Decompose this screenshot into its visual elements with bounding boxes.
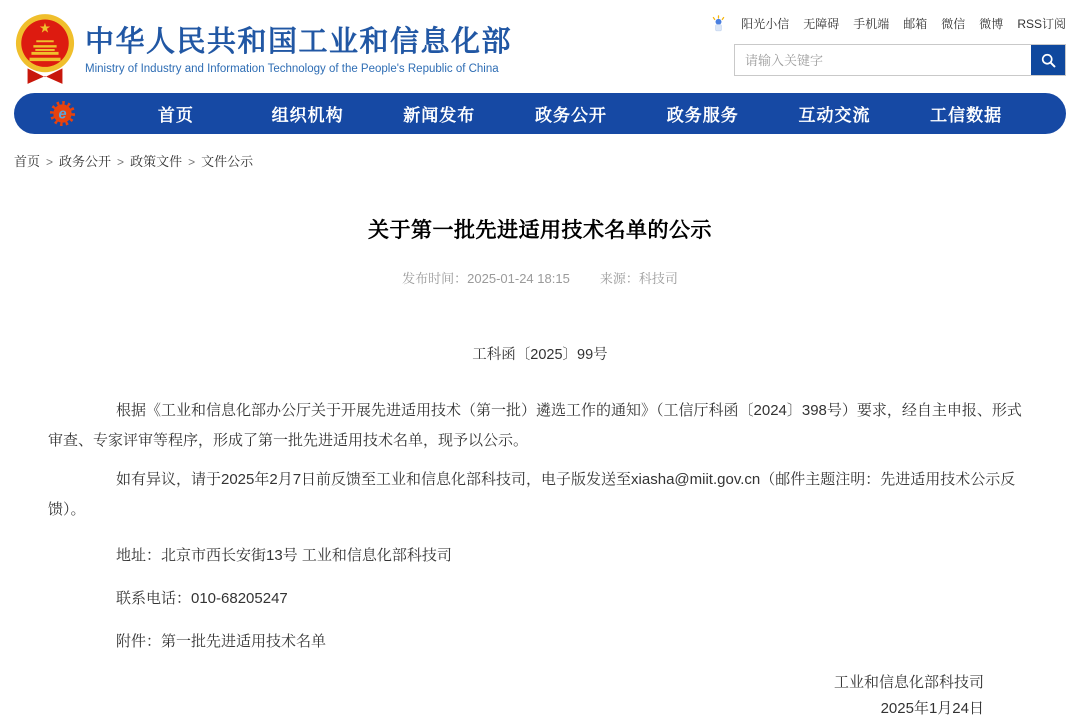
top-link-rss[interactable]: RSS订阅 (1017, 17, 1066, 31)
breadcrumb (14, 151, 1066, 170)
top-link-mobile[interactable]: 手机端 (853, 17, 890, 31)
main-nav (14, 93, 1066, 134)
brand-text (85, 23, 512, 75)
svg-text:e: e (57, 106, 67, 123)
signature-org: 工业和信息化部科技司 (833, 674, 984, 691)
attachment-line: 附件：第一批先进适用技术名单 (116, 633, 327, 650)
publish-time: 2025-01-24 18:15 (467, 271, 570, 286)
site-title: 中华人民共和国工业和信息化部 (85, 25, 513, 58)
miit-gear-logo-icon (14, 100, 110, 127)
top-link-wechat[interactable]: 微信 (941, 17, 966, 31)
article-title: 关于第一批先进适用技术名单的公示 (368, 219, 712, 242)
top-links (710, 14, 1066, 33)
magnifier-icon (1040, 52, 1057, 69)
nav-item-organization[interactable]: 组织机构 (271, 106, 344, 125)
top-link-mail[interactable]: 邮箱 (903, 17, 928, 31)
header-right (710, 8, 1066, 89)
article (0, 214, 1080, 722)
breadcrumb-separator: > (188, 155, 196, 169)
signature-date: 2025年1月24日 (880, 700, 984, 717)
article-meta (48, 268, 1032, 287)
breadcrumb-policy-documents[interactable]: 政策文件 (130, 154, 183, 169)
search-button[interactable] (1031, 45, 1065, 75)
top-link-sunshine-xiaoxin[interactable]: 阳光小信 (741, 17, 790, 31)
breadcrumb-home[interactable]: 首页 (14, 154, 41, 169)
site-logo-link[interactable] (14, 8, 512, 89)
signature-block (48, 670, 1032, 722)
publish-time-label: 发布时间： (402, 271, 468, 286)
breadcrumb-separator: > (46, 155, 54, 169)
phone-line: 联系电话：010-68205247 (116, 590, 288, 607)
address-line: 地址：北京市西长安街13号 工业和信息化部科技司 (116, 547, 452, 564)
source-value: 科技司 (638, 271, 678, 286)
search-box (734, 44, 1066, 76)
breadcrumb-separator: > (117, 155, 125, 169)
top-link-weibo[interactable]: 微博 (979, 17, 1004, 31)
site-subtitle: Ministry of Industry and Information Technology of the People's Republic of China (85, 62, 499, 75)
top-link-accessibility[interactable]: 无障碍 (803, 17, 840, 31)
site-header (0, 0, 1080, 93)
national-emblem-icon (14, 10, 76, 88)
doc-number: 工科函〔2025〕99号 (472, 347, 608, 363)
article-paragraph: 如有异议，请于2025年2月7日前反馈至工业和信息化部科技司，电子版发送至xiasha@miit.gov.cn（邮件主题注明：先进适用技术公示反馈）。 (48, 471, 1016, 518)
article-paragraph: 根据《工业和信息化部办公厅关于开展先进适用技术（第一批）遴选工作的通知》（工信厅科函〔2024〕398号）要求，经自主申报、形式审查、专家评审等程序，形成了第一批先进适用技术名单，现予以公示。 (48, 402, 1022, 449)
source-label: 来源： (599, 271, 639, 286)
nav-item-gov-services[interactable]: 政务服务 (666, 106, 739, 125)
nav-item-miit-data[interactable]: 工信数据 (930, 106, 1003, 125)
svg-text:★: ★ (38, 20, 52, 36)
nav-item-home[interactable]: 首页 (157, 106, 194, 125)
nav-item-news[interactable]: 新闻发布 (403, 106, 476, 125)
breadcrumb-document-publicity: 文件公示 (201, 154, 254, 169)
search-input[interactable] (735, 45, 1031, 75)
sunshine-mascot-icon[interactable] (710, 14, 727, 33)
nav-item-interaction[interactable]: 互动交流 (798, 106, 871, 125)
nav-item-gov-disclosure[interactable]: 政务公开 (535, 106, 608, 125)
breadcrumb-gov-disclosure[interactable]: 政务公开 (59, 154, 112, 169)
